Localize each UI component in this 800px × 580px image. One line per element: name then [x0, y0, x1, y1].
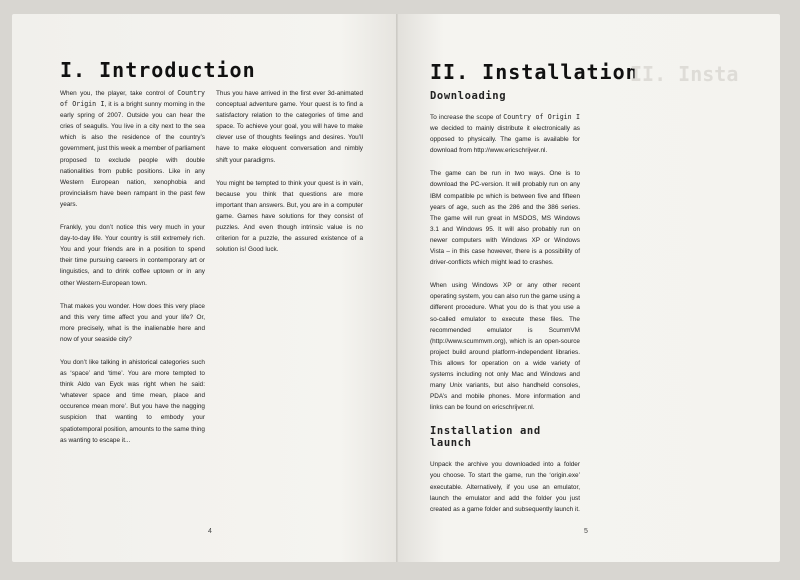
right-column — [430, 112, 580, 527]
paragraph-text: When you, the player, take control of — [60, 90, 178, 97]
intro-paragraph-6: You might be tempted to think your quest is in vain, because you think that questions are more important than answers. But, you are in a computer game. Games have solutions for they consist of puzzles. And even though intrinsic value is no criterion for a puzzle, the assured existence of a solution is! Good luck. — [216, 179, 363, 254]
intro-paragraph-2: Frankly, you don’t notice this very much in your day-to-day life. Your country is still extremely rich. You and your friends are in a position to spend their time pursuing careers in contemporary art or linguistics, and to drink coffee uptown or in any other Western-European town. — [60, 224, 205, 287]
page-number-left: 4 — [208, 528, 212, 535]
paragraph-text: To increase the scope of — [430, 114, 504, 121]
section-title-downloading: Downloading — [430, 90, 507, 102]
install-paragraph-3: When using Windows XP or any other recent operating system, you can also run the game using a different procedure. What you do is that you use a so-called emulator to execute these files. The recommended emulator is ScummVM (http://www.scummvm.org), which is an open-source project build around platform-independent libraries. This allows for operation on a wide variety of systems including not only Mac and Windows and many Unix variants, but also handheld consoles, PDA’s and mobile phones. More information and links can be found on ericschrijver.nl. — [430, 282, 580, 412]
install-paragraph-4: Unpack the archive you downloaded into a folder you choose. To start the game, run the ‘origin.exe’ executable. Alternatively, if you use an emulator, launch the emulator and add the folder you just created as a game folder and subsequently launch it. — [430, 461, 580, 513]
chapter-title-installation: II. Installation — [430, 60, 639, 84]
left-column-1 — [60, 88, 205, 458]
game-title-mono: Country of Origin I — [503, 113, 580, 121]
section-title-installation-launch: Installation and launch — [430, 425, 541, 450]
paragraph-text: , it is a bright sunny morning in the early spring of 2007. Outside you can hear the cries of seagulls. You live in a city next to the sea which is also the residence of the country’s government, just this week a member of parliament proposed to exclude people with double nationalities from public positions. Like in any Western European nation, xenophobia and provincialism have been rampant in the past few years. — [60, 101, 205, 208]
show-through-title: II. Insta — [630, 62, 739, 86]
install-paragraph-2: The game can be run in two ways. One is to download the PC-version. It will probably run on any IBM compatible pc which is between five and fifteen years of age, such as the 286 and the 386 series. The game will run great in MSDOS, MS Windows 3.1 and Windows 95. It will also probably run on newer computers with Windows XP or Windows Vista – in this case however, there is a possibility of driver-conflicts which might lead to crashes. — [430, 170, 580, 267]
intro-paragraph-1 — [60, 88, 205, 210]
chapter-title-introduction: I. Introduction — [60, 58, 256, 82]
left-column-2 — [216, 88, 363, 267]
page-number-right: 5 — [584, 528, 588, 535]
intro-paragraph-4: You don’t like talking in ahistorical categories such as ‘space’ and ‘time’. You are more tempted to think Aldo van Eyck was right when he said: ‘whatever space and time mean, place and occurence mean more’. But you have the nagging suspicion that wanting to embody your spatiotemporal position, amounts to the same thing as wanting to escape it... — [60, 358, 205, 444]
game-title-mono: Country of Origin I — [60, 89, 205, 109]
paragraph-text: we decided to mainly distribute it electronically as opposed to physically. The game is available for download from http://www.ericschrijver.nl. — [430, 125, 580, 155]
intro-paragraph-5: Thus you have arrived in the first ever 3d-animated conceptual adventure game. Your quest is to find a satisfactory relation to the categories of time and space. To achieve your goal, you will have to make clever use of thoughts feelings and desires. You’ll have to make eloquent conversation and nimbly shift your paradigms. — [216, 90, 363, 164]
intro-paragraph-3: That makes you wonder. How does this very place and this very time affect you and your life? Or, more precisely, what is the inalienable here and now of your seaside city? — [60, 302, 205, 343]
install-paragraph-1 — [430, 112, 580, 156]
